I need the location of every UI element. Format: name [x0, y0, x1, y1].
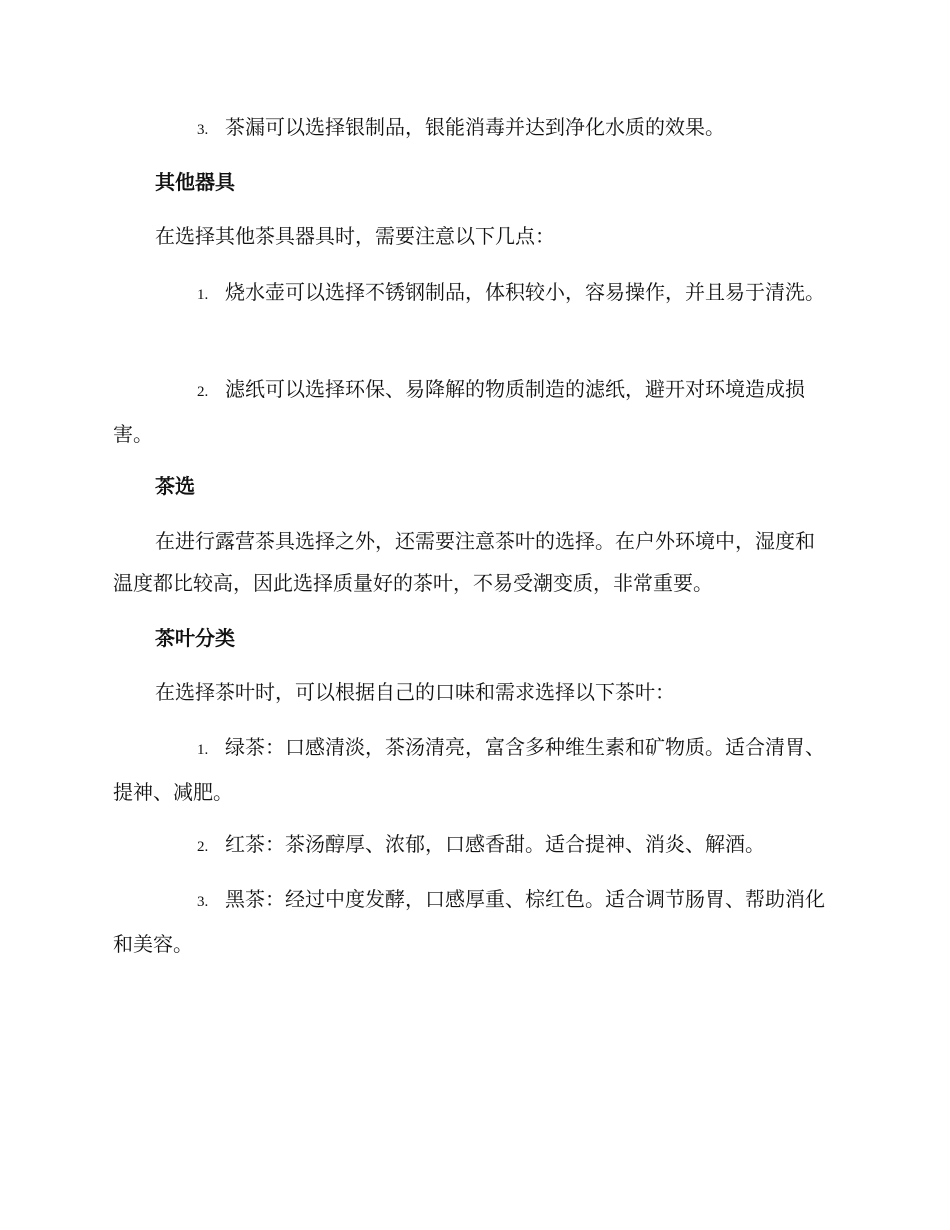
paragraph-intro-other: 在选择其他茶具器具时，需要注意以下几点：	[155, 224, 555, 248]
list-text: 茶漏可以选择银制品，银能消毒并达到净化水质的效果。	[225, 115, 725, 139]
list-number: 3.	[197, 122, 209, 138]
list-number: 2.	[197, 384, 209, 400]
section-heading-other-tools: 其他器具	[155, 170, 235, 194]
list-number: 3.	[197, 894, 209, 910]
list-item	[113, 726, 833, 813]
list-text: 红茶：茶汤醇厚、浓郁，口感香甜。适合提神、消炎、解酒。	[225, 832, 765, 856]
list-item	[113, 823, 833, 868]
section-heading-tea-selection: 茶选	[155, 474, 195, 498]
list-item	[113, 368, 833, 455]
list-number: 2.	[197, 839, 209, 855]
list-text: 烧水壶可以选择不锈钢制品，体积较小，容易操作，并且易于清洗。	[225, 280, 825, 304]
paragraph-intro-classification: 在选择茶叶时，可以根据自己的口味和需求选择以下茶叶：	[155, 680, 675, 704]
list-item	[113, 878, 833, 965]
list-number: 1.	[197, 287, 209, 303]
paragraph-tea-selection: 在进行露营茶具选择之外，还需要注意茶叶的选择。在户外环境中，湿度和温度都比较高，因此选择质量好的茶叶，不易受潮变质，非常重要。	[113, 529, 815, 595]
section-heading-tea-classification: 茶叶分类	[155, 626, 235, 650]
list-text: 绿茶：口感清淡，茶汤清亮，富含多种维生素和矿物质。适合清胃、提神、减肥。	[113, 735, 825, 804]
list-item	[113, 106, 833, 151]
list-number: 1.	[197, 742, 209, 758]
list-item	[113, 271, 833, 316]
list-text: 黑茶：经过中度发酵，口感厚重、棕红色。适合调节肠胃、帮助消化和美容。	[113, 887, 825, 956]
list-text: 滤纸可以选择环保、易降解的物质制造的滤纸，避开对环境造成损害。	[113, 377, 805, 446]
